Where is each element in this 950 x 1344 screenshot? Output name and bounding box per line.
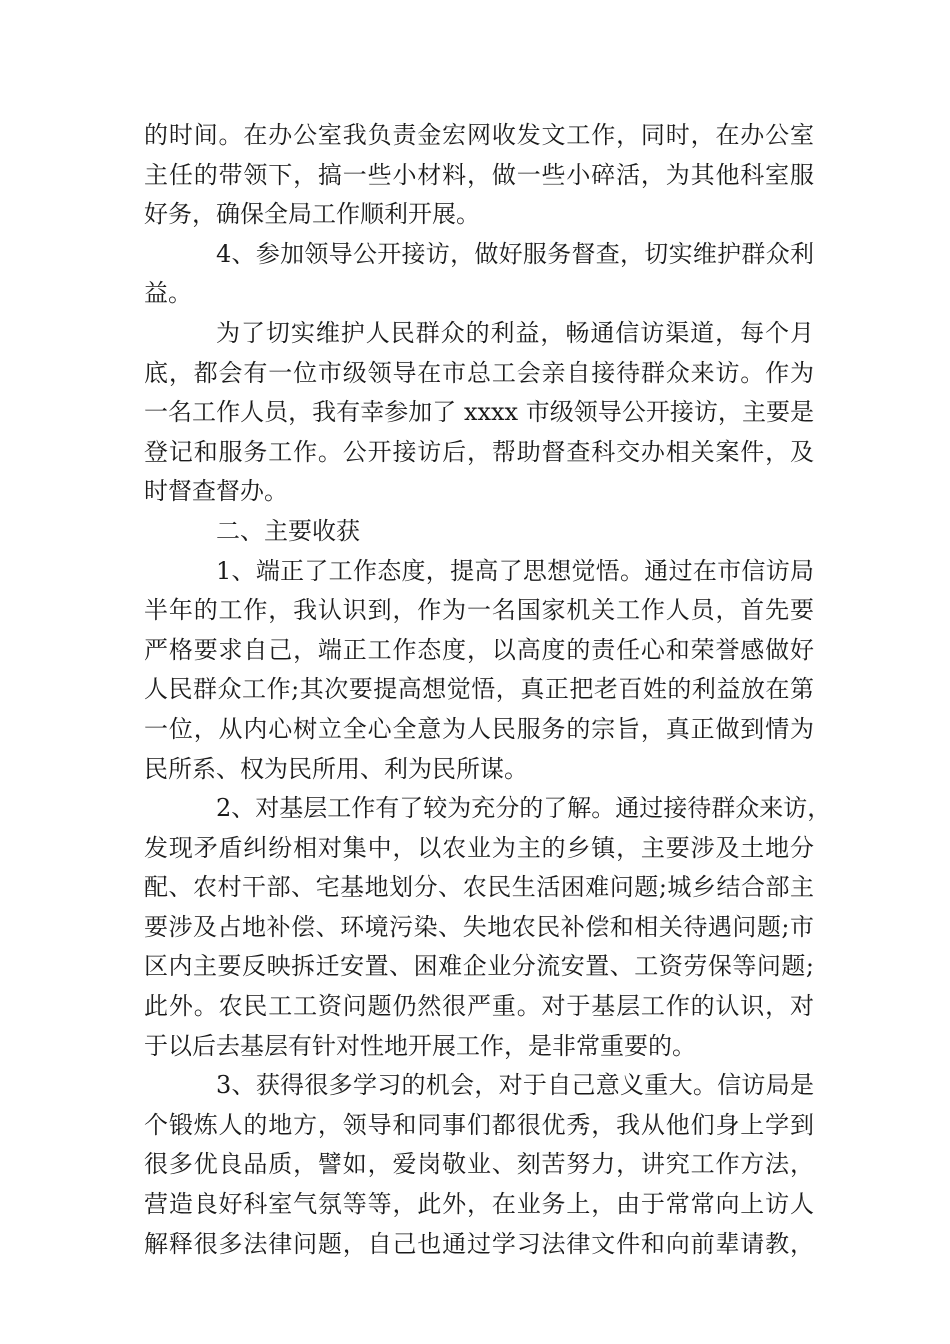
text-line: 一位，从内心树立全心全意为人民服务的宗旨，真正做到情为 [144, 714, 814, 743]
text-line: 3、获得很多学习的机会，对于自己意义重大。信访局是 [216, 1071, 814, 1100]
text-line: 严格要求自己，端正工作态度，以高度的责任心和荣誉感做好 [144, 635, 814, 664]
document-body [144, 116, 832, 1264]
text-line: 个锻炼人的地方，领导和同事们都很优秀，我从他们身上学到 [144, 1110, 814, 1139]
text-line: 为了切实维护人民群众的利益，畅通信访渠道，每个月 [216, 318, 814, 347]
text-line: 配、农村干部、宅基地划分、农民生活困难问题;城乡结合部主 [144, 873, 814, 902]
text-line: 民所系、权为民所用、利为民所谋。 [144, 754, 528, 783]
text-line: 发现矛盾纠纷相对集中，以农业为主的乡镇，主要涉及土地分 [144, 833, 814, 862]
text-line: 一名工作人员，我有幸参加了 xxxx 市级领导公开接访，主要是 [144, 398, 814, 427]
text-line: 区内主要反映拆迁安置、困难企业分流安置、工资劳保等问题; [144, 952, 814, 981]
text-line: 解释很多法律问题，自己也通过学习法律文件和向前辈请教， [144, 1229, 814, 1258]
text-line: 很多优良品质，譬如，爱岗敬业、刻苦努力，讲究工作方法， [144, 1150, 814, 1179]
text-line: 好务，确保全局工作顺利开展。 [144, 200, 480, 229]
text-line: 此外。农民工工资问题仍然很严重。对于基层工作的认识，对 [144, 992, 814, 1021]
text-line: 于以后去基层有针对性地开展工作，是非常重要的。 [144, 1031, 696, 1060]
text-line: 要涉及占地补偿、环境污染、失地农民补偿和相关待遇问题;市 [144, 912, 814, 941]
text-line: 人民群众工作;其次要提高想觉悟，真正把老百姓的利益放在第 [144, 675, 814, 704]
text-line: 半年的工作，我认识到，作为一名国家机关工作人员，首先要 [144, 596, 814, 625]
text-line: 营造良好科室气氛等等，此外，在业务上，由于常常向上访人 [144, 1190, 814, 1219]
text-line: 4、参加领导公开接访，做好服务督查，切实维护群众利 [216, 239, 814, 268]
text-line: 二、主要收获 [216, 516, 360, 545]
text-line: 2、对基层工作有了较为充分的了解。通过接待群众来访， [216, 794, 832, 823]
text-line: 时督查督办。 [144, 477, 288, 506]
text-line: 主任的带领下，搞一些小材料，做一些小碎活，为其他科室服 [144, 160, 814, 189]
text-line: 底，都会有一位市级领导在市总工会亲自接待群众来访。作为 [144, 358, 814, 387]
text-line: 登记和服务工作。公开接访后，帮助督查科交办相关案件，及 [144, 437, 814, 466]
text-line: 益。 [144, 279, 192, 308]
text-line: 1、端正了工作态度，提高了思想觉悟。通过在市信访局 [216, 556, 814, 585]
text-line: 的时间。在办公室我负责金宏网收发文工作，同时，在办公室 [144, 121, 814, 149]
